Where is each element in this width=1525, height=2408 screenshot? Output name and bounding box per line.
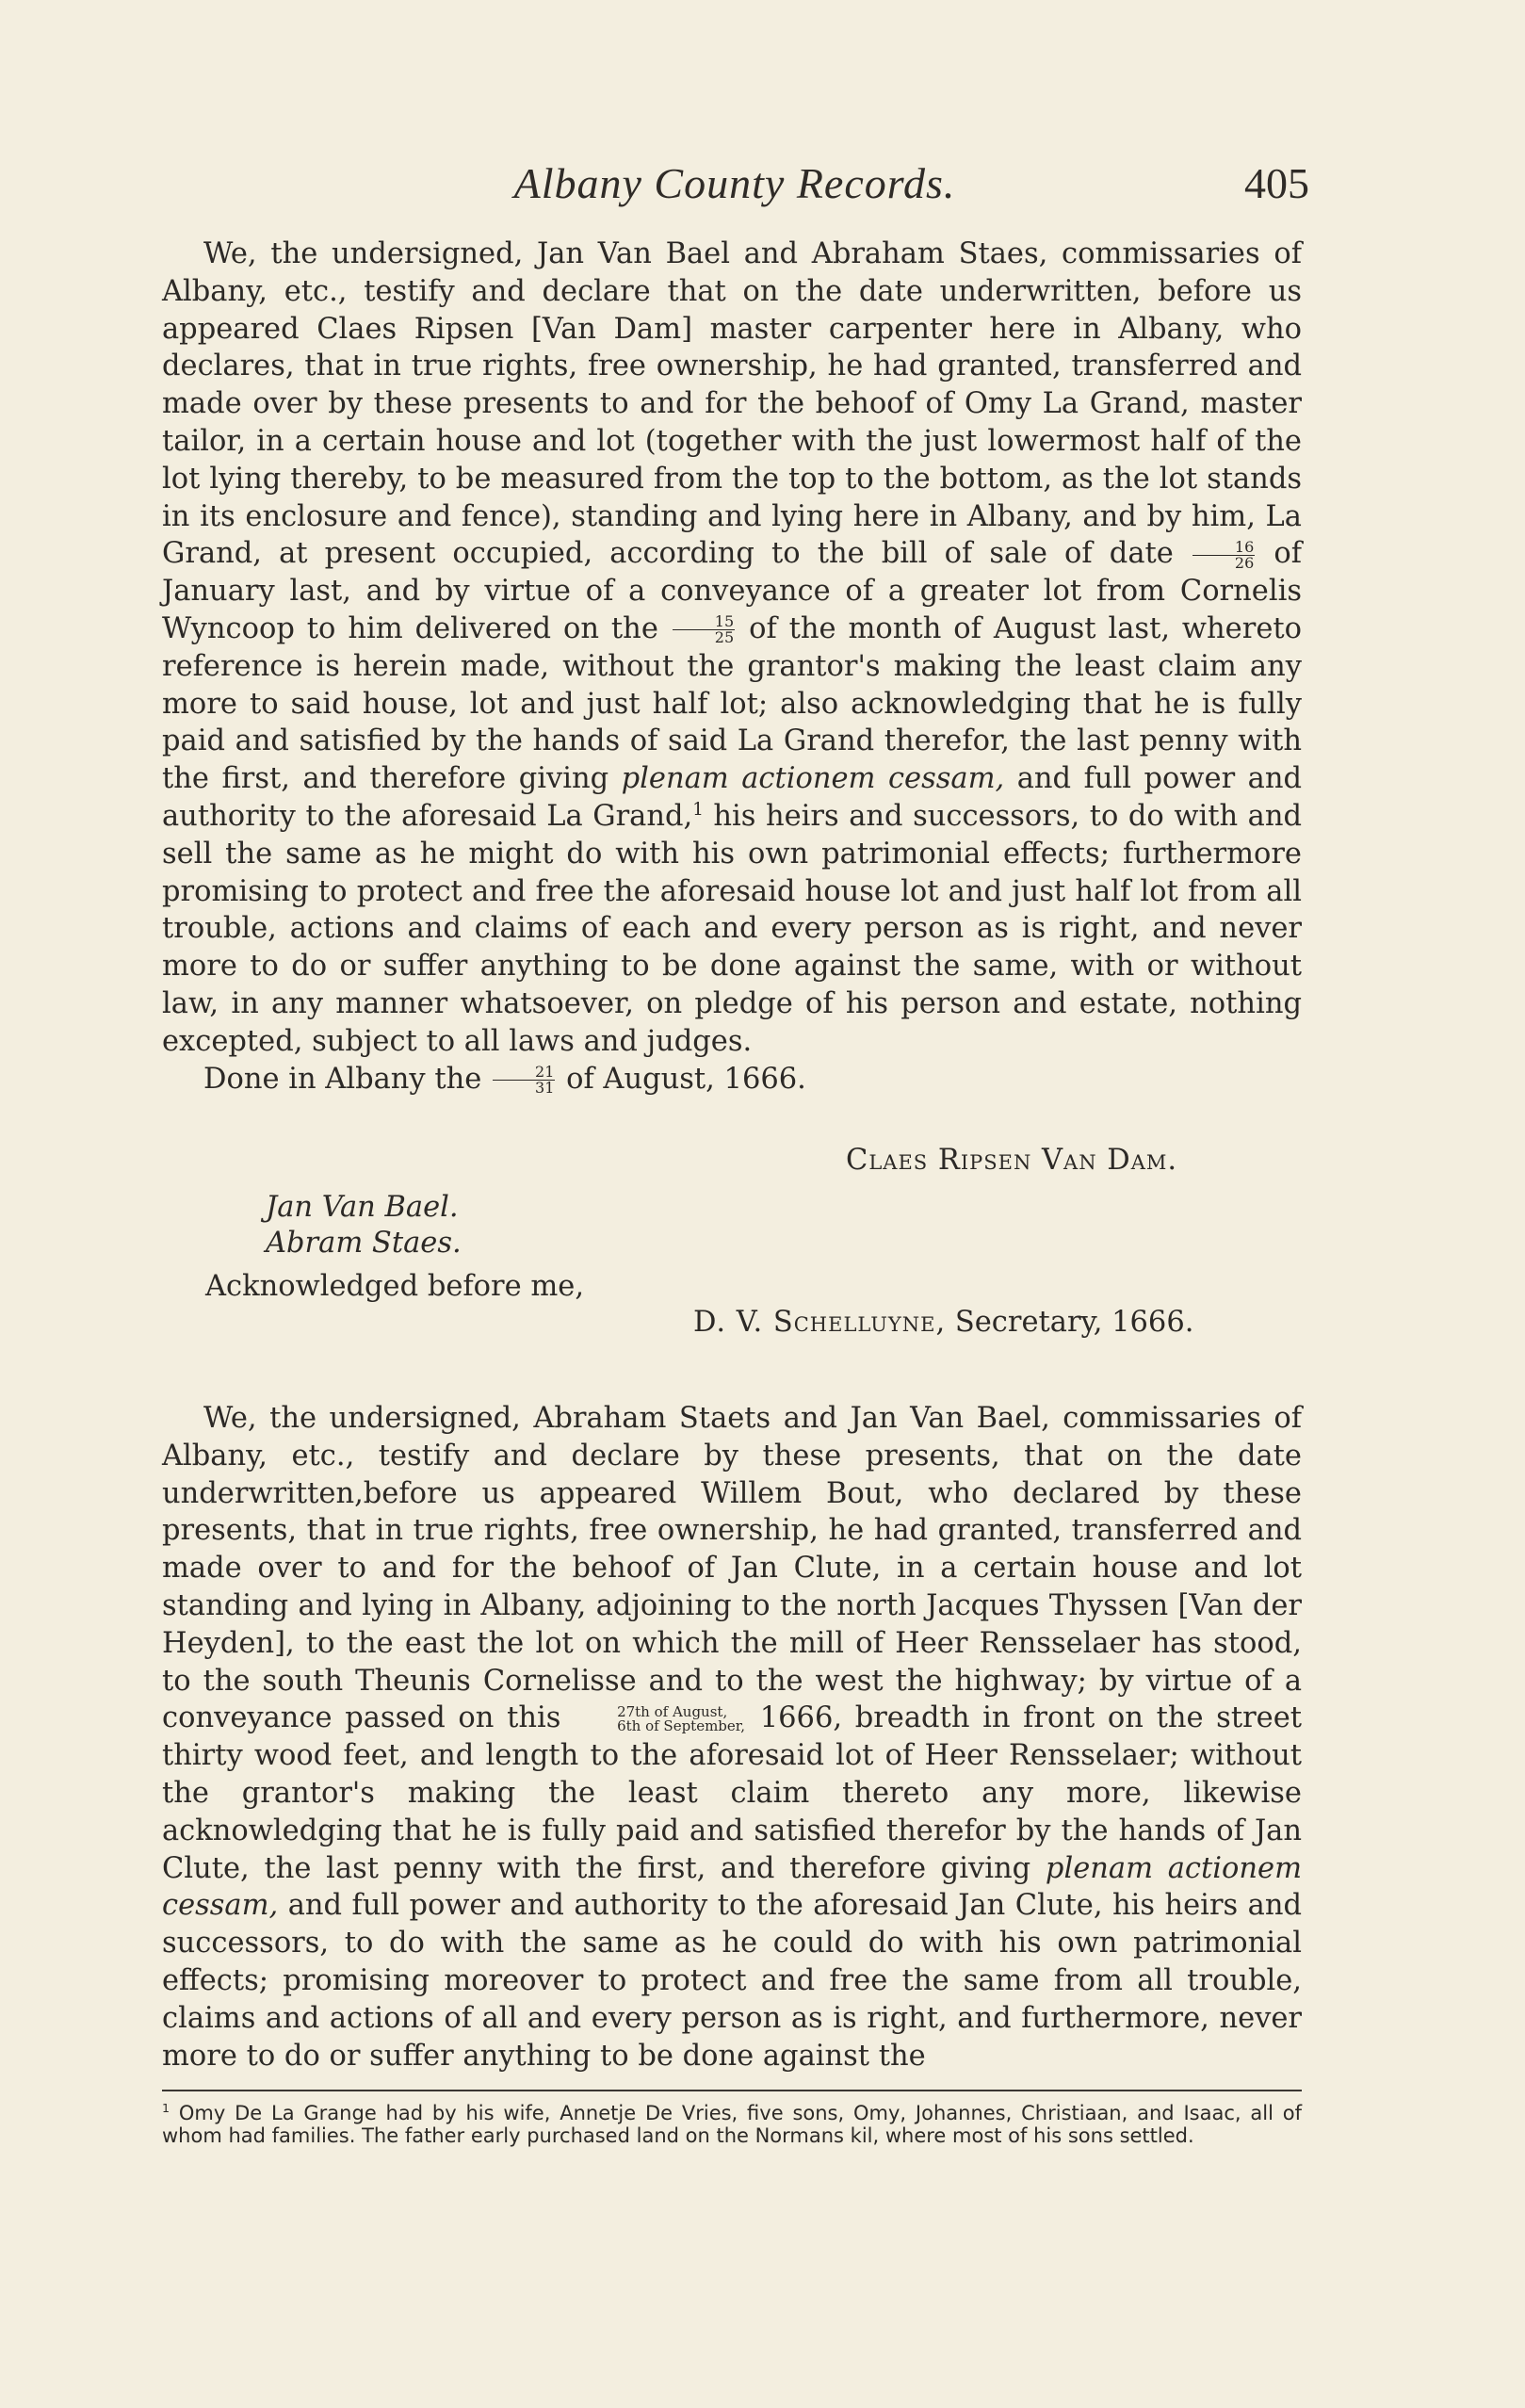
deed-2-text-c: and full power and authority to the aforesaid Jan Clute, his heirs and successors, to do with the same as he could do with his own patrimonial effects; promising moreover to protect and free the same from all trouble, claims and actions of all and every person as is right, and furthermore, never more to do or suffer anything to be done against the xyxy=(162,1889,1302,2073)
fraction-denominator: 25 xyxy=(714,628,735,647)
deed-2-text-b: 1666, breadth in front on the street thirty wood feet, and length to the aforesaid lot of Heer Rensselaer; without the grantor's making the least claim thereto any more, likewise acknowledging that he is fully paid and satisfied therefor by the hands of Jan Clute, the last penny with the first, and therefore giving xyxy=(162,1701,1303,1885)
fraction-denominator: 26 xyxy=(1234,553,1255,572)
footnote-reference[interactable]: 1 xyxy=(692,799,704,820)
page-number: 405 xyxy=(1244,159,1309,207)
deed-willem-bout xyxy=(162,1400,1302,2074)
fraction-august-date xyxy=(673,614,735,645)
grantor-signature: Claes Ripsen Van Dam. xyxy=(846,1144,1178,1177)
stacked-date-bottom: 6th of September, xyxy=(617,1717,746,1735)
latin-phrase: plenam actionem cessam, xyxy=(621,762,1005,796)
fraction-numerator: 16 xyxy=(1192,540,1255,556)
footnote-divider xyxy=(162,2090,1302,2091)
deed-2-paragraph xyxy=(162,1400,1302,2074)
deed-claes-ripsen xyxy=(162,236,1302,1098)
fraction-january-date xyxy=(1192,537,1255,572)
latin-phrase: plenam actionem cessam, xyxy=(162,1851,1302,1923)
deed-2-text-a: We, the undersigned, Abraham Staets and Jan Van Bael, commissaries of Albany, etc., testify and declare by these presents, that on the date underwritten,before us appeared Willem Bout, who declared by these presents, that in true rights, free ownership, he had granted, transferred and made over to and for the behoof of Jan Clute, in a certain house and lot standing and lying in Albany, adjoining to the north Jacques Thyssen [Van der Heyden], to the east the lot on which the mill of Heer Rensselaer has stood, to the south Theunis Cornelisse and to the west the highway; by virtue of a conveyance passed on this xyxy=(162,1402,1302,1735)
secretary-signature xyxy=(693,1304,1193,1342)
stacked-date-top: 27th of August, xyxy=(617,1703,728,1721)
fraction-numerator: 15 xyxy=(673,614,735,630)
stacked-date xyxy=(576,1705,745,1733)
footnote-text: Omy De La Grange had by his wife, Annetje De Vries, five sons, Omy, Johannes, Christiaan, and Isaac, all of whom had families. The father early purchased land on the Normans kil, where most of his sons settled. xyxy=(162,2102,1302,2147)
footnote-marker: 1 xyxy=(162,2101,170,2115)
acknowledgement-line: Acknowledged before me, xyxy=(205,1270,585,1303)
deed-1-done-line xyxy=(162,1061,1302,1098)
witness-signature-2: Abram Staes. xyxy=(266,1227,462,1260)
deed-1-text-c: of the month of August last, whereto reference is herein made, without the grantor's making the least claim any more to said house, lot and just half lot; also acknowledging that he is fully paid and satisfied by the hands of said La Grand therefor, the last penny with the first, and therefore giving xyxy=(162,611,1302,796)
done-suffix: of August, 1666. xyxy=(566,1062,806,1096)
deed-1-text-b: of January last, and by virtue of a conveyance of a greater lot from Cornelis Wyncoop to him delivered on the xyxy=(162,537,1302,645)
deed-1-text-d: and full power and authority to the aforesaid La Grand, xyxy=(162,762,1303,833)
secretary-title: Secretary, 1666. xyxy=(954,1306,1194,1339)
fraction-denominator: 31 xyxy=(535,1079,555,1098)
fraction-done-date xyxy=(493,1065,555,1096)
footnote xyxy=(162,2103,1302,2147)
running-head xyxy=(160,158,1309,215)
secretary-name: D. V. Schelluyne, xyxy=(693,1306,947,1339)
deed-1-text-a: We, the undersigned, Jan Van Bael and Abraham Staes, commissaries of Albany, etc., testify and declare that on the date underwritten, before us appeared Claes Ripsen [Van Dam] master carpenter here in Albany, who declares, that in true rights, free ownership, he had granted, transferred and made over by these presents to and for the behoof of Omy La Grand, master tailor, in a certain house and lot (together with the just lowermost half of the lot lying thereby, to be measured from the top to the bottom, as the lot stands in its enclosure and fence), standing and lying here in Albany, and by him, La Grand, at present occupied, according to the bill of sale of date xyxy=(162,237,1302,571)
deed-1-paragraph xyxy=(162,236,1302,1061)
witness-signature-1: Jan Van Bael. xyxy=(266,1191,459,1224)
deed-1-text-e: his heirs and successors, to do with and sell the same as he might do with his own patrimonial effects; furthermore promising to protect and free the aforesaid house lot and just half lot from all trouble, actions and claims of each and every person as is right, and never more to do or suffer anything to be done against the same, with or without law, in any manner whatsoever, on pledge of his person and estate, nothing excepted, subject to all laws and judges. xyxy=(162,799,1302,1058)
running-head-title: Albany County Records. xyxy=(513,159,956,207)
fraction-numerator: 21 xyxy=(493,1065,555,1081)
done-prefix: Done in Albany the xyxy=(203,1062,482,1096)
